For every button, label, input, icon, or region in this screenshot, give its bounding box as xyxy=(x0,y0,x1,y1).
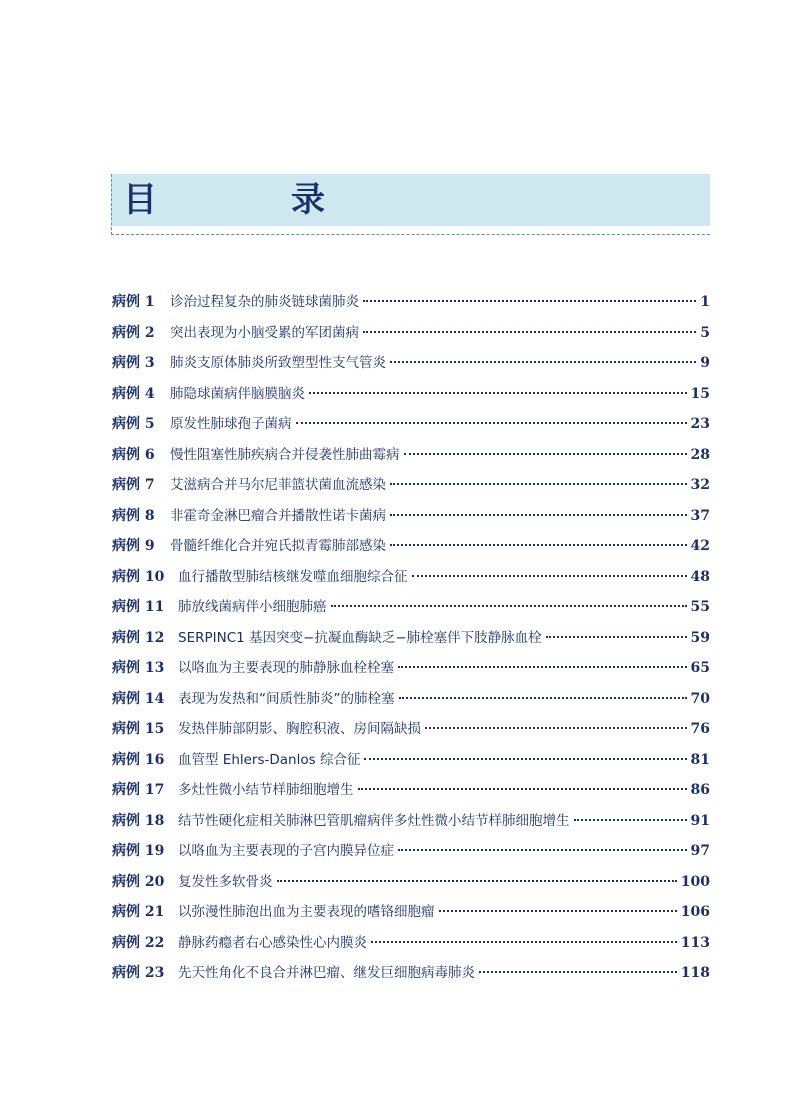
case-title: 以弥漫性肺泡出血为主要表现的嗜铬细胞瘤 xyxy=(178,904,435,920)
case-title: SERPINC1 基因突变−抗凝血酶缺乏−肺栓塞伴下肢静脉血栓 xyxy=(178,629,542,646)
dot-leader xyxy=(390,483,687,485)
page-number: 55 xyxy=(690,599,710,615)
toc-entry[interactable] xyxy=(112,470,710,501)
case-number: 病例 1 xyxy=(112,294,155,310)
case-title: 艾滋病合并马尔尼菲篮状菌血流感染 xyxy=(170,477,386,493)
case-number: 病例 15 xyxy=(112,721,165,737)
toc-entry[interactable] xyxy=(112,531,710,562)
toc-entry[interactable] xyxy=(112,928,710,959)
case-title: 先天性角化不良合并淋巴瘤、继发巨细胞病毒肺炎 xyxy=(178,965,475,981)
case-title: 慢性阻塞性肺疾病合并侵袭性肺曲霉病 xyxy=(170,446,400,463)
page-number: 28 xyxy=(690,446,710,463)
toc-entry[interactable] xyxy=(112,897,710,928)
page-number: 1 xyxy=(700,294,710,310)
dot-leader xyxy=(390,361,696,363)
case-number: 病例 9 xyxy=(112,538,155,554)
case-number: 病例 10 xyxy=(112,568,165,585)
page-number: 70 xyxy=(690,690,710,707)
case-title: 突出表现为小脑受累的军团菌病 xyxy=(170,324,359,341)
dot-leader xyxy=(331,605,687,607)
case-number: 病例 7 xyxy=(112,477,155,493)
dot-leader xyxy=(479,971,677,973)
dot-leader xyxy=(390,544,687,546)
toc-entry[interactable] xyxy=(112,714,710,745)
dot-leader xyxy=(296,422,687,424)
dot-leader xyxy=(363,331,696,333)
dot-leader xyxy=(404,453,687,455)
toc-entry[interactable] xyxy=(112,501,710,532)
dot-leader xyxy=(399,697,687,699)
page-number: 15 xyxy=(690,385,710,402)
dot-leader xyxy=(574,819,687,821)
page-number: 59 xyxy=(690,629,710,646)
page-title: 目 录 xyxy=(123,180,375,220)
toc-entry[interactable] xyxy=(112,318,710,349)
page-number: 23 xyxy=(690,416,710,432)
case-number: 病例 8 xyxy=(112,507,155,524)
dot-leader xyxy=(546,636,687,638)
page-number: 9 xyxy=(700,355,710,371)
case-number: 病例 3 xyxy=(112,355,155,371)
page-number: 5 xyxy=(700,324,710,341)
dot-leader xyxy=(358,788,687,790)
case-title: 血管型 Ehlers-Danlos 综合征 xyxy=(178,751,361,768)
case-title: 肺放线菌病伴小细胞肺癌 xyxy=(178,599,327,615)
toc-entry[interactable] xyxy=(112,653,710,684)
dot-leader xyxy=(363,300,696,302)
case-number: 病例 22 xyxy=(112,934,165,951)
title-left-dashed-border xyxy=(111,174,112,235)
toc-entry[interactable] xyxy=(112,623,710,654)
case-number: 病例 19 xyxy=(112,843,165,859)
toc-entry[interactable] xyxy=(112,287,710,318)
case-title: 复发性多软骨炎 xyxy=(178,873,273,890)
page-number: 100 xyxy=(680,873,710,890)
toc-entry[interactable] xyxy=(112,409,710,440)
case-number: 病例 6 xyxy=(112,446,155,463)
page-number: 65 xyxy=(690,660,710,676)
toc-entry[interactable] xyxy=(112,379,710,410)
dot-leader xyxy=(390,514,687,516)
title-bottom-dashed-border xyxy=(111,234,710,235)
table-of-contents xyxy=(112,287,710,989)
dot-leader xyxy=(398,849,687,851)
page-number: 48 xyxy=(690,568,710,585)
case-title: 表现为发热和“间质性肺炎”的肺栓塞 xyxy=(178,690,395,707)
case-number: 病例 5 xyxy=(112,416,155,432)
toc-entry[interactable] xyxy=(112,775,710,806)
toc-entry[interactable] xyxy=(112,806,710,837)
case-title: 以咯血为主要表现的肺静脉血栓栓塞 xyxy=(178,660,394,676)
page-number: 32 xyxy=(690,477,710,493)
page-number: 118 xyxy=(680,965,710,981)
case-title: 骨髓纤维化合并宛氏拟青霉肺部感染 xyxy=(170,538,386,554)
toc-entry[interactable] xyxy=(112,440,710,471)
case-number: 病例 13 xyxy=(112,660,165,676)
case-title: 以咯血为主要表现的子宫内膜异位症 xyxy=(178,843,394,859)
case-number: 病例 21 xyxy=(112,904,165,920)
case-title: 血行播散型肺结核继发噬血细胞综合征 xyxy=(178,568,408,585)
page-number: 37 xyxy=(690,507,710,524)
page-number: 97 xyxy=(690,843,710,859)
toc-entry[interactable] xyxy=(112,867,710,898)
dot-leader xyxy=(398,666,687,668)
case-title: 诊治过程复杂的肺炎链球菌肺炎 xyxy=(170,294,359,310)
dot-leader xyxy=(371,941,677,943)
toc-entry[interactable] xyxy=(112,684,710,715)
case-number: 病例 2 xyxy=(112,324,155,341)
toc-entry[interactable] xyxy=(112,836,710,867)
toc-entry[interactable] xyxy=(112,348,710,379)
case-title: 原发性肺球孢子菌病 xyxy=(170,416,292,432)
page-number: 106 xyxy=(680,904,710,920)
toc-entry[interactable] xyxy=(112,745,710,776)
dot-leader xyxy=(364,758,686,760)
case-number: 病例 14 xyxy=(112,690,165,707)
case-number: 病例 16 xyxy=(112,751,165,768)
dot-leader xyxy=(425,727,687,729)
page-number: 76 xyxy=(690,721,710,737)
case-number: 病例 4 xyxy=(112,385,155,402)
case-title: 静脉药瘾者右心感染性心内膜炎 xyxy=(178,934,367,951)
page-number: 42 xyxy=(690,538,710,554)
page-number: 113 xyxy=(680,934,710,951)
case-number: 病例 12 xyxy=(112,629,165,646)
toc-entry[interactable] xyxy=(112,592,710,623)
case-number: 病例 11 xyxy=(112,599,165,615)
dot-leader xyxy=(309,392,687,394)
case-title: 多灶性微小结节样肺细胞增生 xyxy=(178,782,354,798)
dot-leader xyxy=(412,575,687,577)
page-number: 81 xyxy=(690,751,710,768)
case-number: 病例 18 xyxy=(112,812,165,829)
dot-leader xyxy=(277,880,677,882)
dot-leader xyxy=(439,910,677,912)
case-title: 肺隐球菌病伴脑膜脑炎 xyxy=(170,385,305,402)
case-title: 肺炎支原体肺炎所致塑型性支气管炎 xyxy=(170,355,386,371)
toc-entry[interactable] xyxy=(112,958,710,989)
toc-entry[interactable] xyxy=(112,562,710,593)
case-title: 非霍奇金淋巴瘤合并播散性诺卡菌病 xyxy=(170,507,386,524)
page-number: 91 xyxy=(690,812,710,829)
case-number: 病例 23 xyxy=(112,965,165,981)
case-title: 发热伴肺部阴影、胸腔积液、房间隔缺损 xyxy=(178,721,421,737)
case-number: 病例 17 xyxy=(112,782,165,798)
case-number: 病例 20 xyxy=(112,873,165,890)
case-title: 结节性硬化症相关肺淋巴管肌瘤病伴多灶性微小结节样肺细胞增生 xyxy=(178,812,570,829)
page-number: 86 xyxy=(690,782,710,798)
